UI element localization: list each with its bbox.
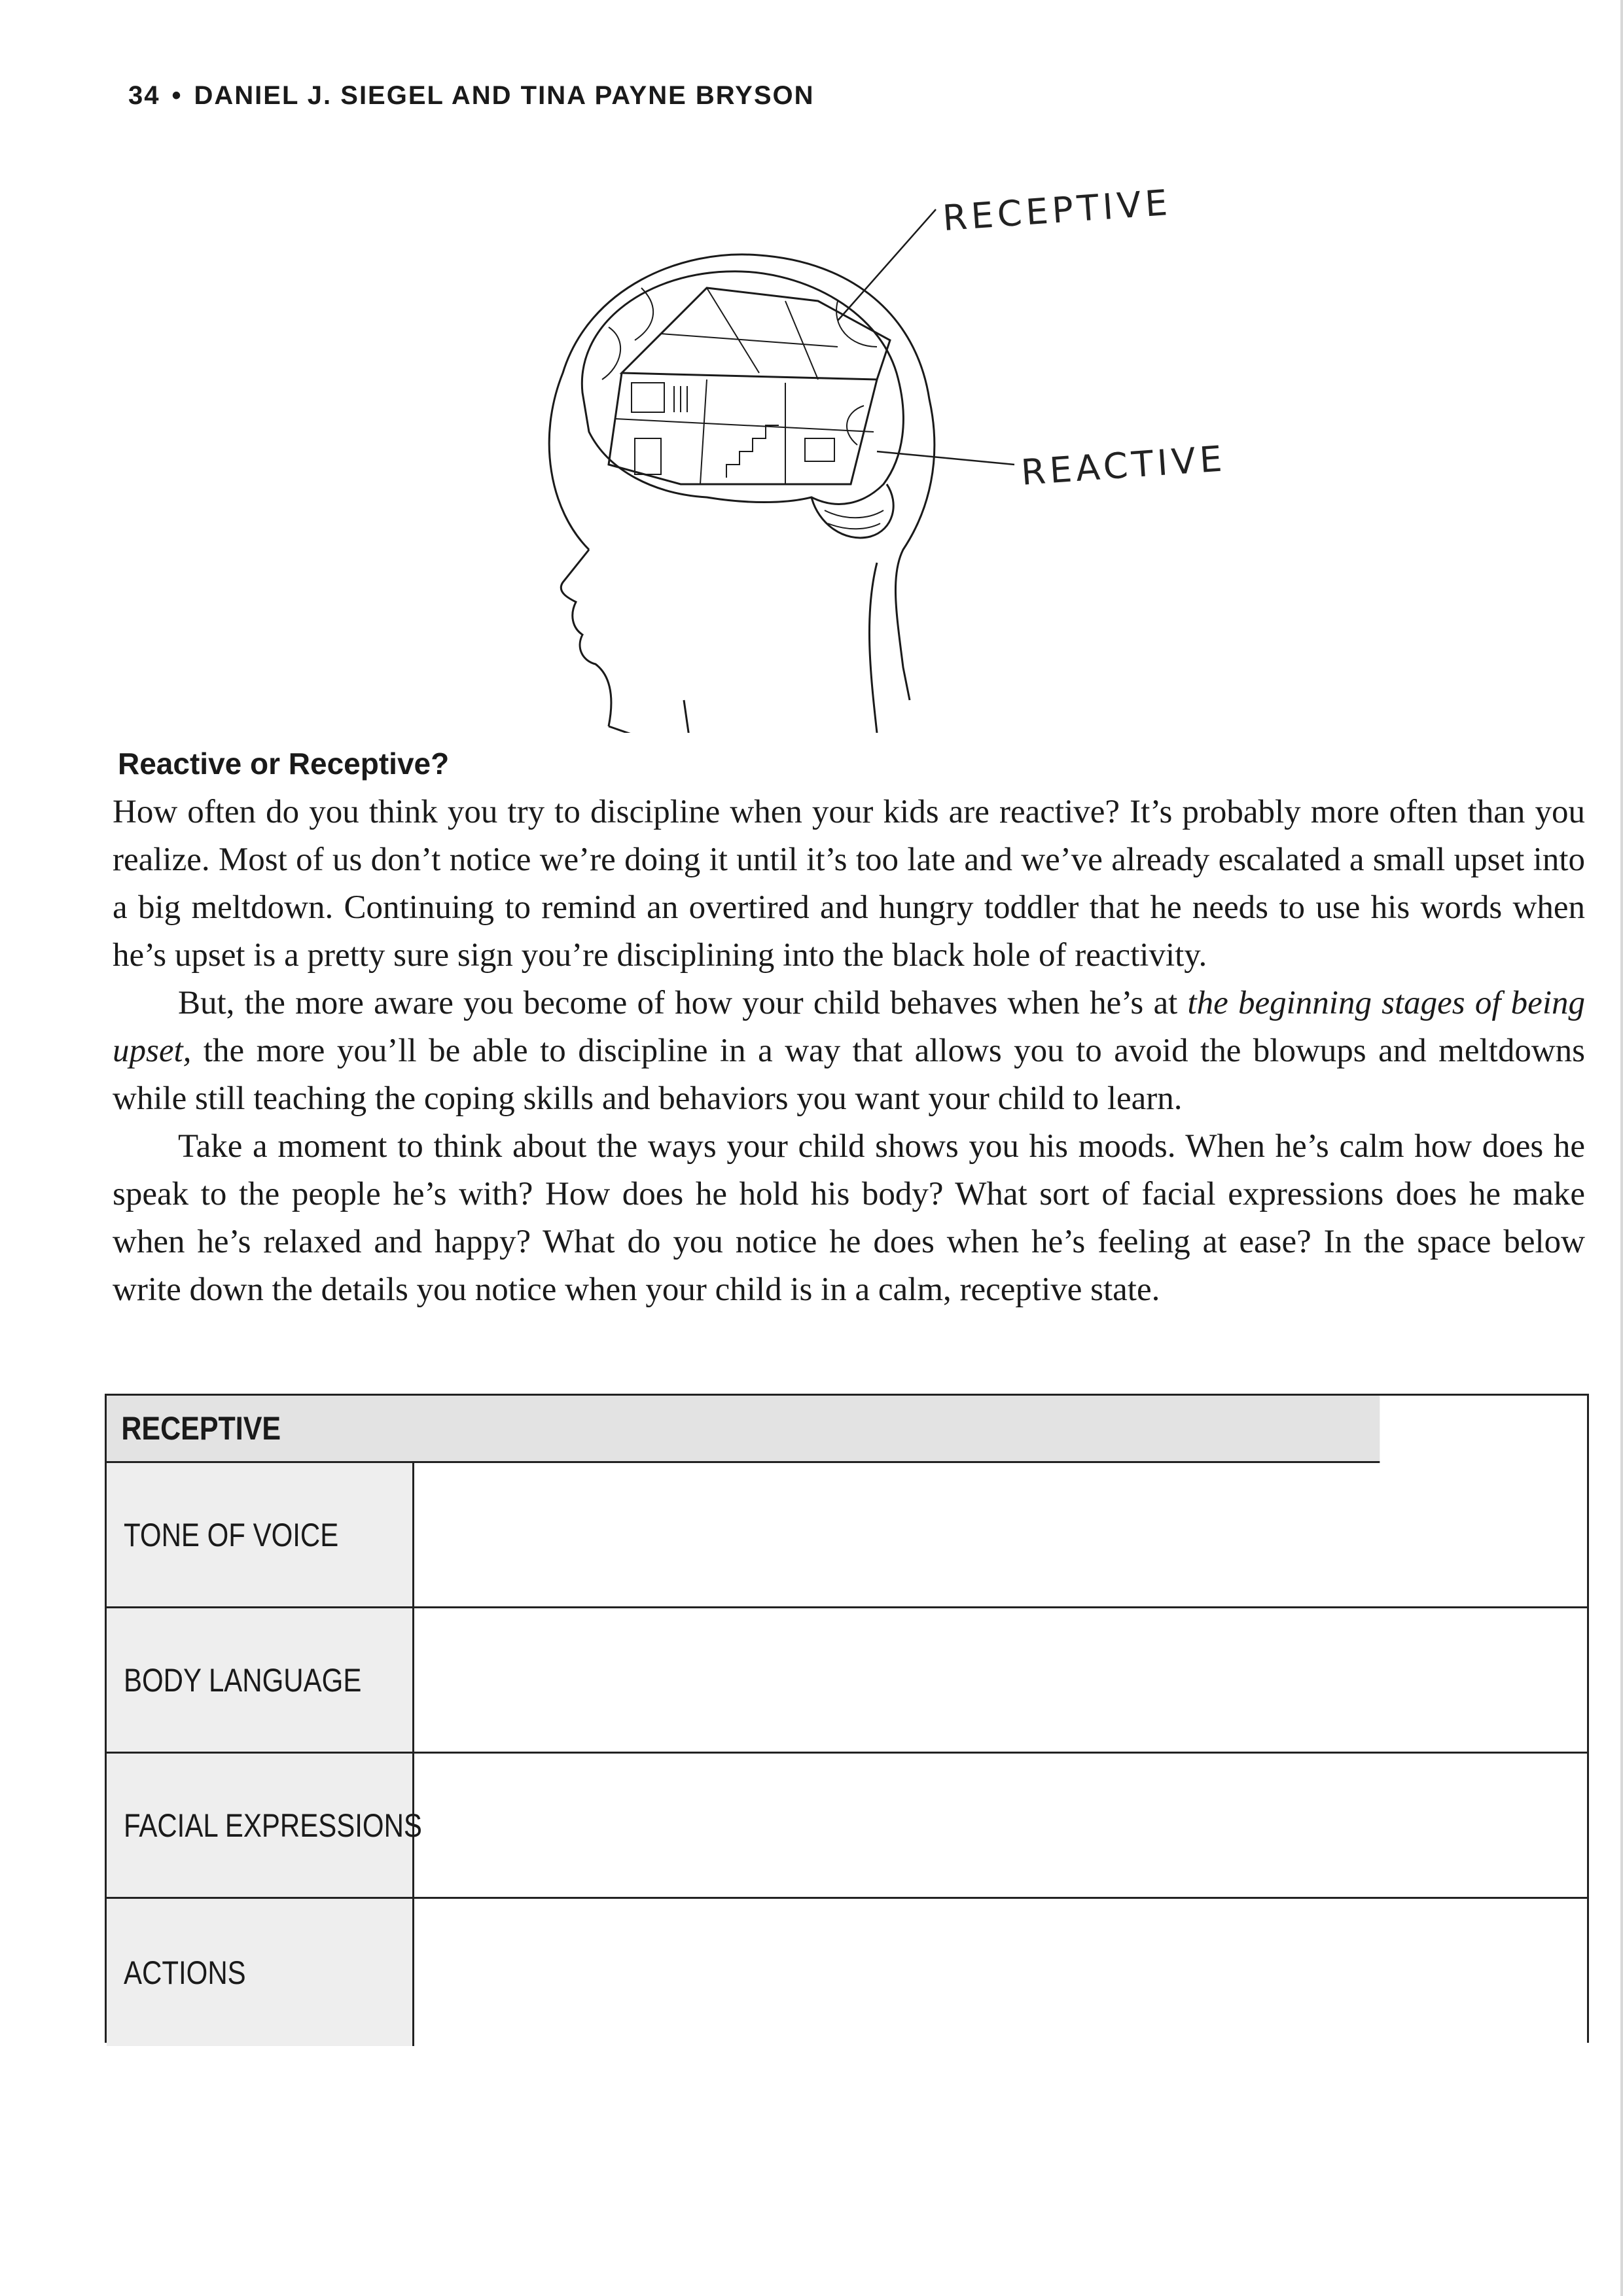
worksheet-row (107, 1899, 1587, 2046)
house-body (609, 373, 877, 484)
row-label (107, 1754, 422, 1897)
worksheet-row (107, 1608, 1587, 1754)
paragraph-1: How often do you think you try to discipline when your kids are reactive? It’s probably more often than you realize. Most of us don’t notice we’re doing it until it’s too late and we’ve already escalated a small upset into a big meltdown. Continuing to remind an overtired and hungry toddler that he needs to use his words when he’s upset is a pretty sure sign you’re disciplining into the black hole of reactivity. (113, 794, 1585, 974)
row-label-text: FACIAL EXPRESSIONS (124, 1807, 422, 1844)
header-separator: • (171, 81, 183, 110)
row-label (107, 1608, 414, 1752)
receptive-worksheet-table (105, 1394, 1589, 2043)
row-label-text: TONE OF VOICE (124, 1516, 339, 1553)
worksheet-title: RECEPTIVE (107, 1396, 1380, 1463)
running-head (128, 81, 815, 111)
face-outline (561, 550, 684, 733)
facial-expressions-field[interactable] (414, 1754, 1587, 1897)
paragraph-2-end: the more you’ll be able to discipline in a way that allows you to avoid the blowups and meltdowns while still teaching the coping skills and behaviors you want your child to learn. (113, 1033, 1585, 1117)
row-label-text: ACTIONS (124, 1954, 246, 1991)
worksheet-row (107, 1463, 1587, 1608)
reactive-label: REACTIVE (1020, 438, 1228, 493)
receptive-label: RECEPTIVE (941, 181, 1173, 239)
actions-field[interactable] (414, 1899, 1587, 2046)
worksheet-row (107, 1754, 1587, 1899)
neck-front (684, 700, 690, 733)
page-edge-shadow (1620, 0, 1623, 2296)
house-stairs (726, 425, 779, 478)
row-label (107, 1899, 414, 2046)
body-language-field[interactable] (414, 1608, 1587, 1752)
tone-of-voice-field[interactable] (414, 1463, 1587, 1606)
paragraph-2-start: But, the more aware you become of how your child behaves when he’s at (178, 985, 1188, 1021)
paragraph-2-italic: the beginning stages of being upset, (113, 985, 1585, 1069)
paragraph-3: Take a moment to think about the ways your child shows you his moods. When he’s calm how does he speak to the people he’s with? How does he hold his body? What sort of facial expressions does he make when he’s relaxed and happy? What do you notice he does when he’s feeling at ease? In the space below write down the details you notice when your child is in a calm, receptive state. (113, 1128, 1585, 1308)
page-number: 34 (128, 81, 160, 110)
row-label (107, 1463, 414, 1606)
neck-back (869, 563, 877, 733)
author-names: DANIEL J. SIEGEL AND TINA PAYNE BRYSON (194, 81, 815, 110)
body-text (113, 788, 1585, 1314)
row-label-text: BODY LANGUAGE (124, 1661, 362, 1699)
receptive-pointer-line (838, 209, 936, 321)
section-heading: Reactive or Receptive? (118, 747, 450, 781)
paragraph-2 (113, 980, 1585, 1123)
